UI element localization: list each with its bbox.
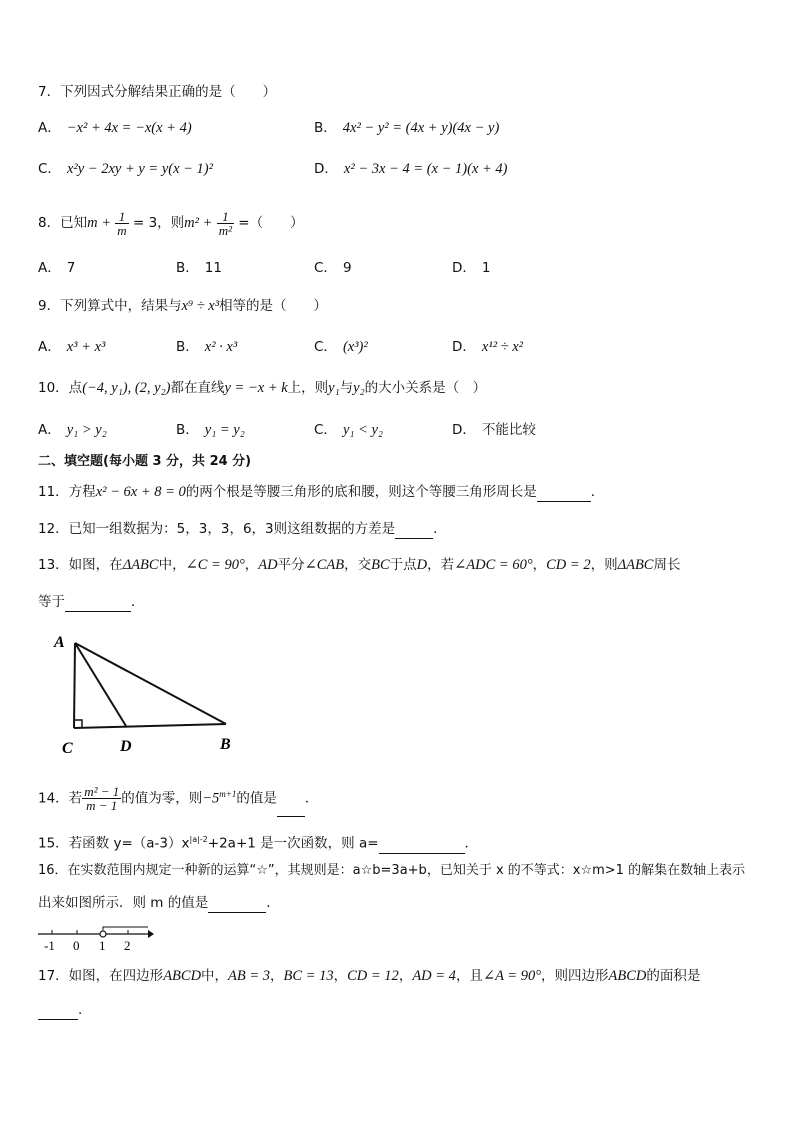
q17-stem-line1: 17．如图，在四边形ABCD中，AB = 3，BC = 13，CD = 12，AD = 4，且∠A = 90°，则四边形ABCD的面积是 [38, 968, 701, 984]
segment-ad [75, 643, 126, 726]
axis-label-0: 0 [73, 938, 80, 953]
q7-option-d: D． x² − 3x − 4 = (x − 1)(x + 4) [314, 161, 508, 177]
label-c: C [62, 740, 73, 755]
q15-stem: 15．若函数 $y=(a-3)x^{|a|-2}+2a+1$ 是一次函数，则 a= ． [38, 835, 479, 852]
q13-triangle-figure [40, 625, 250, 755]
q11-answer-blank[interactable] [537, 487, 591, 502]
q14-stem: 14．若 $\frac{\text{m² − 1}}{m - 1}$ 的值为零，则$-5^{m+1}$的值是 ． [38, 776, 318, 817]
q16-answer-blank[interactable] [208, 898, 266, 913]
q8-option-c: C． 9 [314, 260, 352, 276]
q10-option-a: A． y₁ > y₂ [38, 422, 107, 438]
q7-stem: 7．下列因式分解结果正确的是（ ） [38, 84, 277, 100]
q8-fraction-1: $\frac{1}{m}$ [117, 208, 127, 238]
q13-stem-line2: 等于 ． [38, 594, 145, 610]
label-b: B [220, 736, 231, 753]
q7-option-a: A． −x² + 4x = −x(x + 4) [38, 120, 192, 136]
q16-stem-line1: 16．在实数范围内规定一种新的运算“☆”，其规则是：a☆b=3a+b，已知关于 x 的不等式：x☆m>1 的解集在数轴上表示 [38, 863, 746, 878]
q8-option-a: A． 7 [38, 260, 76, 276]
segment-ac [74, 643, 75, 728]
open-point [100, 931, 106, 937]
q8-option-d: D． 1 [452, 260, 491, 276]
label-d: D [120, 738, 132, 755]
q14-fraction: $\frac{\text{m² − 1}}{m - 1}$ [84, 784, 120, 813]
q7-option-c: C． x²y − 2xy + y = y(x − 1)² [38, 161, 213, 177]
q16-stem-line2: 出来如图所示．则 m 的值是 ． [38, 895, 280, 911]
axis-label-1: 1 [99, 938, 106, 953]
segment-ab [75, 643, 226, 724]
q13-answer-blank[interactable] [65, 597, 131, 612]
axis-label-2: 2 [124, 938, 131, 953]
q9-option-c: C． (x³)² [314, 339, 368, 355]
axis-label-neg1: -1 [44, 938, 55, 953]
q16-number-line [36, 924, 156, 954]
q10-stem: 10．点(−4, y₁), (2, y₂)都在直线y = −x + k上，则y₁与y₂的大小关系是（ ） [38, 380, 487, 396]
q10-option-c: C． y₁ < y₂ [314, 422, 383, 438]
right-angle-mark [74, 720, 82, 728]
q10-option-d: D． 不能比较 [452, 422, 536, 438]
q11-stem: 11．方程x² − 6x + 8 = 0的两个根是等腰三角形的底和腰，则这个等腰三角形周长是 ． [38, 484, 605, 500]
q9-stem: 9．下列算式中，结果与x⁹ ÷ x³相等的是（ ） [38, 298, 328, 314]
q15-answer-blank[interactable] [379, 839, 465, 854]
q17-answer-blank[interactable] [38, 1005, 78, 1020]
label-a: A [54, 634, 65, 651]
q8-fraction-2: $\frac{1}{\text{m²}}$ [218, 208, 232, 238]
q12-stem: 12．已知一组数据为：5，3，3，6，3则这组数据的方差是 ． [38, 521, 447, 537]
q8-option-b: B． 11 [176, 260, 222, 276]
axis-arrow [148, 930, 154, 938]
q7-option-b: B． 4x² − y² = (4x + y)(4x − y) [314, 120, 500, 136]
segment-cb [74, 724, 226, 728]
q9-option-a: A． x³ + x³ [38, 339, 106, 355]
q17-stem-line2: . [38, 1000, 82, 1020]
solution-ray [103, 927, 148, 930]
q8-stem: 8．已知m + $\frac{1}{m}$ = 3，则m² + $\frac{1}{\text{m²}}$ =（ ） [38, 208, 304, 238]
q10-option-b: B． y₁ = y₂ [176, 422, 245, 438]
q12-answer-blank[interactable] [395, 524, 433, 539]
q9-option-d: D． x¹² ÷ x² [452, 339, 524, 355]
q14-answer-blank[interactable] [277, 802, 305, 817]
section-2-heading: 二、填空题(每小题 3 分，共 24 分) [38, 454, 252, 469]
q9-option-b: B． x² · x³ [176, 339, 238, 355]
q13-stem-line1: 13．如图，在ΔABC中，∠C = 90°，AD平分∠CAB，交BC于点D，若∠ADC = 60°，CD = 2，则ΔABC周长 [38, 557, 681, 573]
